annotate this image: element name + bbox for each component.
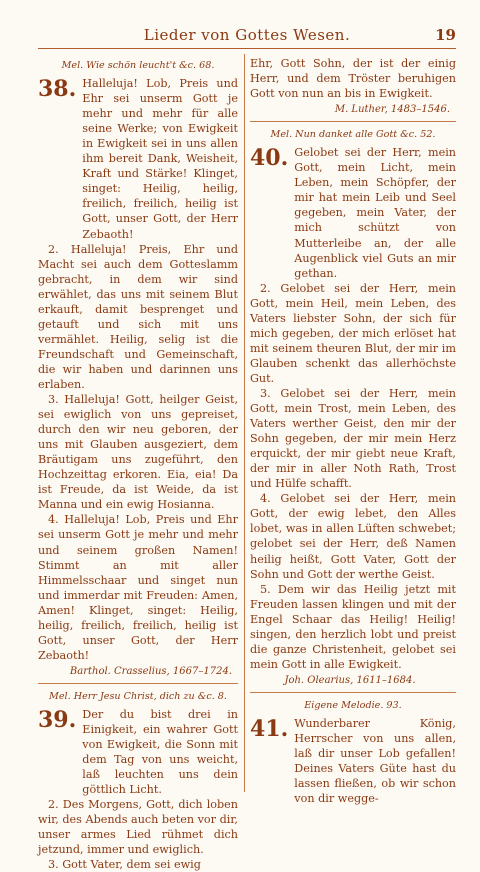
page-number: 19 bbox=[435, 26, 456, 44]
section-divider bbox=[38, 683, 238, 684]
hymn-40-verse-1: Gelobet sei der Herr, mein Gott, mein Licht, mein Leben, mein Schöpfer, der mir hat mein Leib und Seel gegeben, mein Vater, der mich schützt von Mutterleibe an, der alle Augenblick viel Guts an mir gethan. bbox=[294, 146, 456, 280]
hymn-41-verse-1: Wunderbarer König, Herrscher von uns allen, laß dir unser Lob gefallen! Deines Vaters Güte hast du lassen fließen, ob wir schon von dir wegge- bbox=[294, 716, 456, 806]
hymn-39-number: 39. bbox=[38, 706, 77, 733]
hymn-40-melody: Mel. Nun danket alle Gott &c. 52. bbox=[270, 129, 436, 141]
hymn-38 bbox=[38, 76, 238, 242]
hymn-40-verse-3: 3. Gelobet sei der Herr, mein Gott, mein Trost, mein Leben, des Vaters werther Geist, den mir der Sohn gegeben, der mir mein Herz erquickt, der mir giebt neue Kraft, der mir in aller Noth Rath, Trost und Hülfe schafft. bbox=[250, 386, 456, 491]
hymn-41 bbox=[250, 716, 456, 806]
hymn-39-melody: Mel. Herr Jesu Christ, dich zu &c. 8. bbox=[49, 690, 227, 702]
hymn-39-verse-2: 2. Des Morgens, Gott, dich loben wir, des Abends auch beten vor dir, unser armes Lied rühmet dich jetzund, immer und ewiglich. bbox=[38, 798, 238, 857]
hymn-38-continuation: Ehr, Gott Sohn, der ist der einig Herr, und dem Tröster beruhigen Gott von nun an bis in Ewigkeit. bbox=[250, 57, 456, 101]
hymn-40-verse-5: 5. Dem wir das Heilig jetzt mit Freuden lassen klingen und mit der Engel Schaar das Heilig! Heilig! singen, den herzlich lobt und preist die ganze Christenheit, gelobet sei mein Gott in alle Ewigkeit. bbox=[250, 582, 456, 671]
hymn-41-melody: Eigene Melodie. 93. bbox=[304, 699, 402, 711]
running-header bbox=[38, 26, 456, 49]
hymn-38-verse-4: 4. Halleluja! Lob, Preis und Ehr sei unserm Gott je mehr und mehr und seinem großen Namen! Stimmt an mit aller Himmelsschaar und singet nun und immerdar mit Freuden: Amen, Amen! Klinget, singet: Heilig, heilig, freilich, freilich, heilig ist Gott, unser Gott, der Herr Zebaoth! bbox=[38, 513, 238, 662]
hymn-38-verse-2: 2. Halleluja! Preis, Ehr und Macht sei auch dem Gotteslamm gebracht, in dem wir sind erwählet, das uns mit seinem Blut erkauft, damit besprenget und getauft und sich mit uns vermählet. Heilig, selig ist die Freundschaft und Gemeinschaft, die wir haben und darinnen uns erlaben. bbox=[38, 242, 238, 391]
hymn-40-verse-2: 2. Gelobet sei der Herr, mein Gott, mein Heil, mein Leben, des Vaters liebster Sohn, der sich für mich gegeben, der mich erlöset hat mit seinem theuren Blut, der mir im Glauben schenkt das allerhöchste Gut. bbox=[250, 281, 456, 385]
hymn-41-number: 41. bbox=[250, 715, 289, 742]
hymn-40 bbox=[250, 145, 456, 280]
hymn-38-melody: Mel. Wie schön leucht't &c. 68. bbox=[61, 60, 215, 71]
column-divider bbox=[244, 54, 245, 792]
hymn-39-verse-3: 3. Gott Vater, dem sei ewig bbox=[48, 858, 201, 872]
hymn-38-verse-1: Halleluja! Lob, Preis und Ehr sei unserm Gott je mehr und mehr für alle seine Werke; von Ewigkeit in Ewigkeit sei in uns allen ihm bereit Dank, Weisheit, Kraft und Stärke! Klinget, singet: Heilig, heilig, freilich, freilich, heilig ist Gott, unser Gott, der Herr Zebaoth! bbox=[82, 77, 238, 241]
section-divider bbox=[250, 121, 456, 122]
hymn-40-author: Joh. Olearius, 1611–1684. bbox=[284, 674, 416, 686]
running-title: Lieder von Gottes Wesen. bbox=[143, 26, 351, 44]
section-divider bbox=[250, 692, 456, 693]
left-column bbox=[38, 56, 238, 872]
hymn-38-author: Barthol. Crasselius, 1667–1724. bbox=[69, 665, 232, 677]
hymn-40-number: 40. bbox=[250, 145, 289, 172]
hymn-38-verse-3: 3. Halleluja! Gott, heilger Geist, sei ewiglich von uns gepreiset, durch den wir neu geboren, der uns mit Glauben ausgeziert, dem Bräutigam uns zugeführt, den Hochzeittag erkoren. Eia, eia! Da ist Freude, da ist Weide, da ist Manna und ein ewig Hosianna. bbox=[38, 393, 238, 512]
hymn-40-verse-4: 4. Gelobet sei der Herr, mein Gott, der ewig lebet, den Alles lobet, was in allen Lüften schwebet; gelobet sei der Herr, deß Namen heilig heißt, Gott Vater, Gott der Sohn und Gott der werthe Geist. bbox=[250, 492, 456, 581]
hymn-39 bbox=[38, 707, 238, 797]
hymn-39-verse-1: Der du bist drei in Einigkeit, ein wahrer Gott von Ewigkeit, die Sonn mit dem Tag von uns weicht, laß leuchten uns dein göttlich Licht. bbox=[82, 707, 238, 797]
hymn-38-number: 38. bbox=[38, 76, 77, 103]
right-column bbox=[250, 56, 456, 806]
hymn-38b-author: M. Luther, 1483–1546. bbox=[334, 104, 450, 116]
